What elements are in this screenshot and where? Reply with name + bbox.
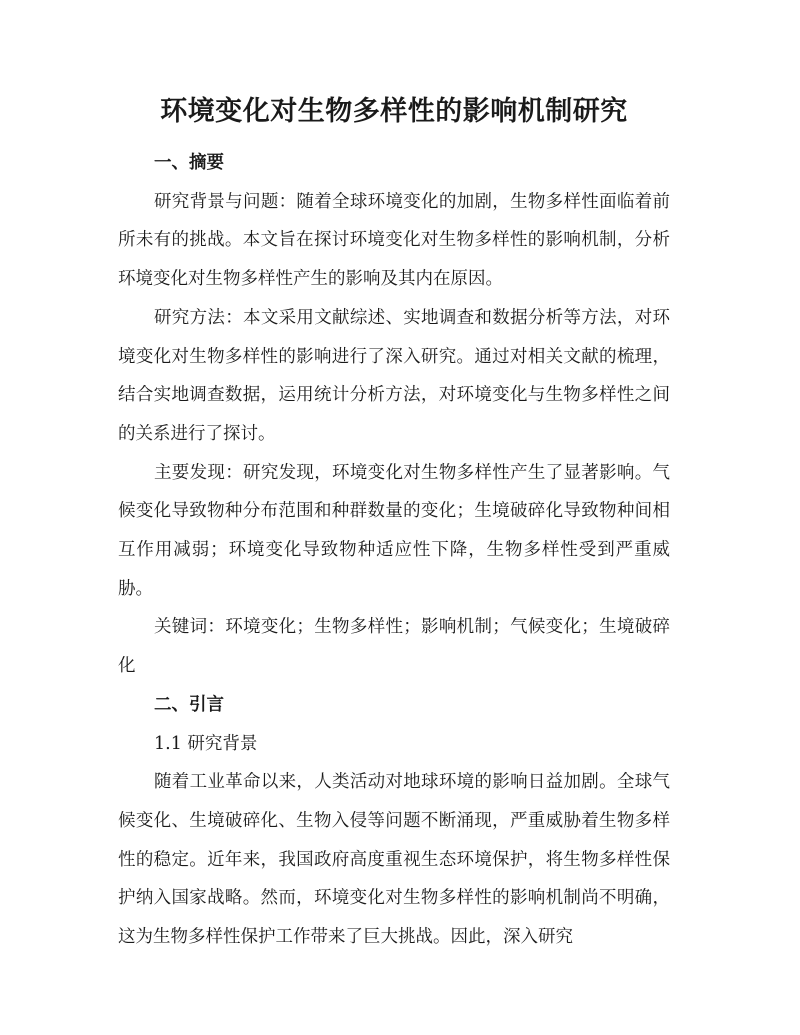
document-body	[118, 144, 670, 957]
abstract-background-paragraph: 研究背景与问题：随着全球环境变化的加剧，生物多样性面临着前所未有的挑战。本文旨在探讨环境变化对生物多样性的影响机制，分析环境变化对生物多样性产生的影响及其内在原因。	[118, 191, 670, 290]
introduction-heading: 二、引言	[154, 694, 224, 715]
research-background-subheading: 1.1 研究背景	[154, 733, 258, 754]
abstract-findings-paragraph: 主要发现：研究发现，环境变化对生物多样性产生了显著影响。气候变化导致物种分布范围和种群数量的变化；生境破碎化导致物种间相互作用减弱；环境变化导致物种适应性下降，生物多样性受到严重威胁。	[118, 462, 670, 599]
abstract-heading: 一、摘要	[154, 153, 224, 173]
keywords-paragraph: 关键词：环境变化；生物多样性；影响机制；气候变化；生境破碎化	[118, 617, 670, 677]
research-background-paragraph: 随着工业革命以来，人类活动对地球环境的影响日益加剧。全球气候变化、生境破碎化、生物入侵等问题不断涌现，严重威胁着生物多样性的稳定。近年来，我国政府高度重视生态环境保护，将生物多样性保护纳入国家战略。然而，环境变化对生物多样性的影响机制尚不明确，这为生物多样性保护工作带来了巨大挑战。因此，深入研究	[118, 772, 670, 948]
document-title: 环境变化对生物多样性的影响机制研究	[160, 96, 628, 127]
abstract-methods-paragraph: 研究方法：本文采用文献综述、实地调查和数据分析等方法，对环境变化对生物多样性的影响进行了深入研究。通过对相关文献的梳理，结合实地调查数据，运用统计分析方法，对环境变化与生物多样性之间的关系进行了探讨。	[118, 307, 670, 444]
